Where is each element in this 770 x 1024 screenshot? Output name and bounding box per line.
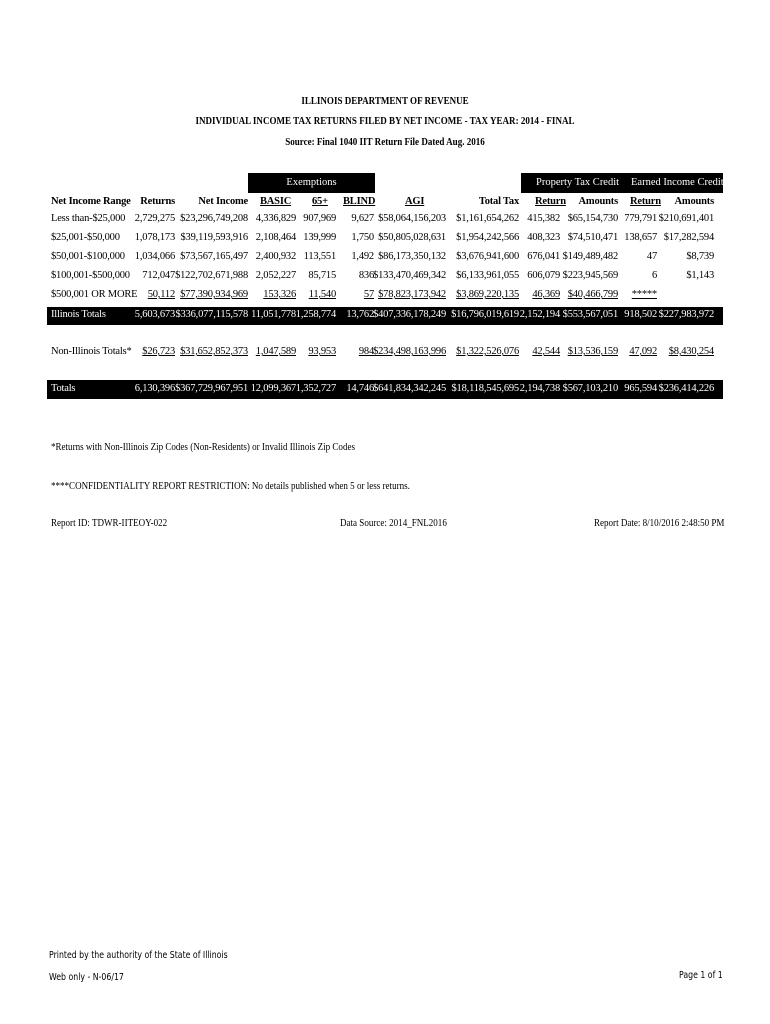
cell-net-income: $23,296,749,208 <box>180 213 248 224</box>
cell-blind: 1,750 <box>351 232 374 243</box>
cell-65plus: 113,551 <box>303 251 336 262</box>
cell-ptc-return: 42,544 <box>532 346 560 357</box>
cell-net-income: $77,390,934,969 <box>180 289 248 300</box>
col-blind: BLIND <box>343 196 376 207</box>
cell-eic-return: ***** <box>631 289 657 300</box>
cell-range: $500,001 OR MORE <box>51 289 138 300</box>
cell-65plus: 1,352,727 <box>295 383 336 394</box>
cell-basic: 2,400,932 <box>255 251 296 262</box>
cell-eic-return: 47,092 <box>629 346 657 357</box>
cell-blind: 13,762 <box>346 309 374 320</box>
cell-total-tax: $3,676,941,600 <box>456 251 519 262</box>
cell-total-tax: $1,322,526,076 <box>456 346 519 357</box>
cell-65plus: 1,258,774 <box>295 309 336 320</box>
cell-blind: 984 <box>358 346 374 357</box>
cell-agi: $641,834,342,245 <box>373 383 446 394</box>
cell-total-tax: $3,869,220,135 <box>456 289 519 300</box>
cell-net-income: $336,077,115,578 <box>175 309 248 320</box>
cell-ptc-return: 2,152,194 <box>519 309 560 320</box>
cell-range: $50,001-$100,000 <box>51 251 125 262</box>
cell-eic-return: 918,502 <box>624 309 657 320</box>
cell-range: $100,001-$500,000 <box>51 270 130 281</box>
cell-total-tax: $16,796,019,619 <box>451 309 519 320</box>
cell-eic-return: 47 <box>646 251 657 262</box>
col-eic-amounts: Amounts <box>674 196 714 207</box>
cell-basic: 4,336,829 <box>255 213 296 224</box>
cell-total-tax: $18,118,545,695 <box>451 383 519 394</box>
report-source: Source: Final 1040 IIT Return File Dated Aug. 2016 <box>285 137 485 148</box>
cell-total-tax: $6,133,961,055 <box>456 270 519 281</box>
cell-eic-return: 779,791 <box>624 213 657 224</box>
cell-returns: 50,112 <box>147 289 175 300</box>
cell-ptc-amounts: $553,567,051 <box>562 309 618 320</box>
cell-basic: 2,108,464 <box>255 232 296 243</box>
cell-net-income: $122,702,671,988 <box>175 270 248 281</box>
cell-range: Less than-$25,000 <box>51 213 126 224</box>
cell-returns: 5,603,673 <box>134 309 175 320</box>
property-tax-credit-header: Property Tax Credit <box>536 177 620 188</box>
cell-eic-amounts: $227,983,972 <box>658 309 714 320</box>
cell-ptc-amounts: $567,103,210 <box>562 383 618 394</box>
cell-basic: 11,051,778 <box>251 309 296 320</box>
cell-eic-amounts: $17,282,594 <box>663 232 714 243</box>
cell-ptc-return: 2,194,738 <box>519 383 560 394</box>
cell-eic-amounts: $210,691,401 <box>658 213 714 224</box>
cell-eic-return: 138,657 <box>624 232 657 243</box>
footer-web-only: Web only - N-06/17 <box>49 972 124 983</box>
cell-ptc-return: 408,323 <box>527 232 560 243</box>
cell-basic: 12,099,367 <box>250 383 296 394</box>
col-ptc-return: Return <box>535 196 566 207</box>
cell-blind: 9,627 <box>351 213 374 224</box>
cell-returns: 1,034,066 <box>134 251 175 262</box>
cell-blind: 1,492 <box>351 251 374 262</box>
col-net-income-range: Net Income Range <box>51 196 131 207</box>
cell-agi: $50,805,028,631 <box>378 232 446 243</box>
cell-65plus: 93,953 <box>308 346 336 357</box>
cell-net-income: $367,729,967,951 <box>175 383 248 394</box>
cell-ptc-return: 676,041 <box>527 251 560 262</box>
cell-agi: $58,064,156,203 <box>378 213 446 224</box>
credits-group-header <box>521 173 723 193</box>
cell-ptc-amounts: $149,489,482 <box>562 251 618 262</box>
cell-returns: $26,723 <box>142 346 175 357</box>
footnote-non-residents: *Returns with Non-Illinois Zip Codes (Non-Residents) or Invalid Illinois Zip Codes <box>51 442 355 453</box>
col-eic-return: Return <box>630 196 661 207</box>
cell-65plus: 11,540 <box>308 289 336 300</box>
cell-blind: 14,746 <box>346 383 374 394</box>
cell-range: Illinois Totals <box>51 309 106 320</box>
cell-eic-amounts: $8,739 <box>686 251 714 262</box>
cell-ptc-return: 606,079 <box>527 270 560 281</box>
cell-blind: 836 <box>358 270 374 281</box>
cell-net-income: $73,567,165,497 <box>180 251 248 262</box>
cell-range: $25,001-$50,000 <box>51 232 120 243</box>
cell-65plus: 85,715 <box>308 270 336 281</box>
cell-net-income: $39,119,593,916 <box>180 232 248 243</box>
cell-eic-return: 6 <box>651 270 657 281</box>
cell-65plus: 139,999 <box>303 232 336 243</box>
footnote-confidentiality: ****CONFIDENTIALITY REPORT RESTRICTION: No details published when 5 or less returns. <box>51 481 410 492</box>
col-basic: BASIC <box>260 196 292 207</box>
report-subtitle: INDIVIDUAL INCOME TAX RETURNS FILED BY NET INCOME - TAX YEAR: 2014 - FINAL <box>195 116 575 127</box>
col-net-income: Net Income <box>198 196 248 207</box>
footer-authority: Printed by the authority of the State of Illinois <box>49 950 228 961</box>
col-65plus: 65+ <box>312 196 328 207</box>
col-agi: AGI <box>405 196 425 207</box>
report-date: Report Date: 8/10/2016 2:48:50 PM <box>594 518 725 529</box>
cell-returns: 6,130,396 <box>134 383 175 394</box>
cell-returns: 1,078,173 <box>134 232 175 243</box>
cell-range: Totals <box>51 383 76 394</box>
cell-returns: 712,047 <box>142 270 175 281</box>
cell-basic: 1,047,589 <box>255 346 296 357</box>
cell-ptc-return: 415,382 <box>527 213 560 224</box>
cell-eic-amounts: $1,143 <box>686 270 714 281</box>
col-ptc-amounts: Amounts <box>578 196 618 207</box>
col-total-tax: Total Tax <box>478 196 519 207</box>
cell-total-tax: $1,954,242,566 <box>456 232 519 243</box>
cell-ptc-amounts: $13,536,159 <box>567 346 618 357</box>
cell-net-income: $31,652,852,373 <box>180 346 248 357</box>
page-number: Page 1 of 1 <box>679 970 723 981</box>
cell-agi: $133,470,469,342 <box>373 270 446 281</box>
cell-agi: $407,336,178,249 <box>373 309 446 320</box>
report-id: Report ID: TDWR-IITEOY-022 <box>51 518 168 529</box>
cell-eic-amounts: $8,430,254 <box>668 346 714 357</box>
cell-65plus: 907,969 <box>303 213 336 224</box>
cell-total-tax: $1,161,654,262 <box>456 213 519 224</box>
cell-ptc-amounts: $65,154,730 <box>567 213 618 224</box>
cell-returns: 2,729,275 <box>134 213 175 224</box>
cell-blind: 57 <box>363 289 374 300</box>
cell-range: Non-Illinois Totals* <box>51 346 132 357</box>
cell-basic: 153,326 <box>263 289 296 300</box>
cell-eic-return: 965,594 <box>624 383 657 394</box>
cell-eic-amounts: $236,414,226 <box>658 383 714 394</box>
earned-income-credit-header: Earned Income Credit <box>631 177 724 188</box>
cell-ptc-amounts: $40,466,799 <box>567 289 618 300</box>
cell-ptc-amounts: $74,510,471 <box>567 232 618 243</box>
cell-ptc-amounts: $223,945,569 <box>562 270 618 281</box>
cell-agi: $86,173,350,132 <box>378 251 446 262</box>
data-source: Data Source: 2014_FNL2016 <box>340 518 447 529</box>
cell-basic: 2,052,227 <box>255 270 296 281</box>
cell-agi: $234,498,163,996 <box>373 346 446 357</box>
exemptions-group-header: Exemptions <box>248 173 375 193</box>
report-title: ILLINOIS DEPARTMENT OF REVENUE <box>301 96 469 107</box>
cell-agi: $78,823,173,942 <box>378 289 446 300</box>
cell-ptc-return: 46,369 <box>532 289 560 300</box>
col-returns: Returns <box>140 196 175 207</box>
